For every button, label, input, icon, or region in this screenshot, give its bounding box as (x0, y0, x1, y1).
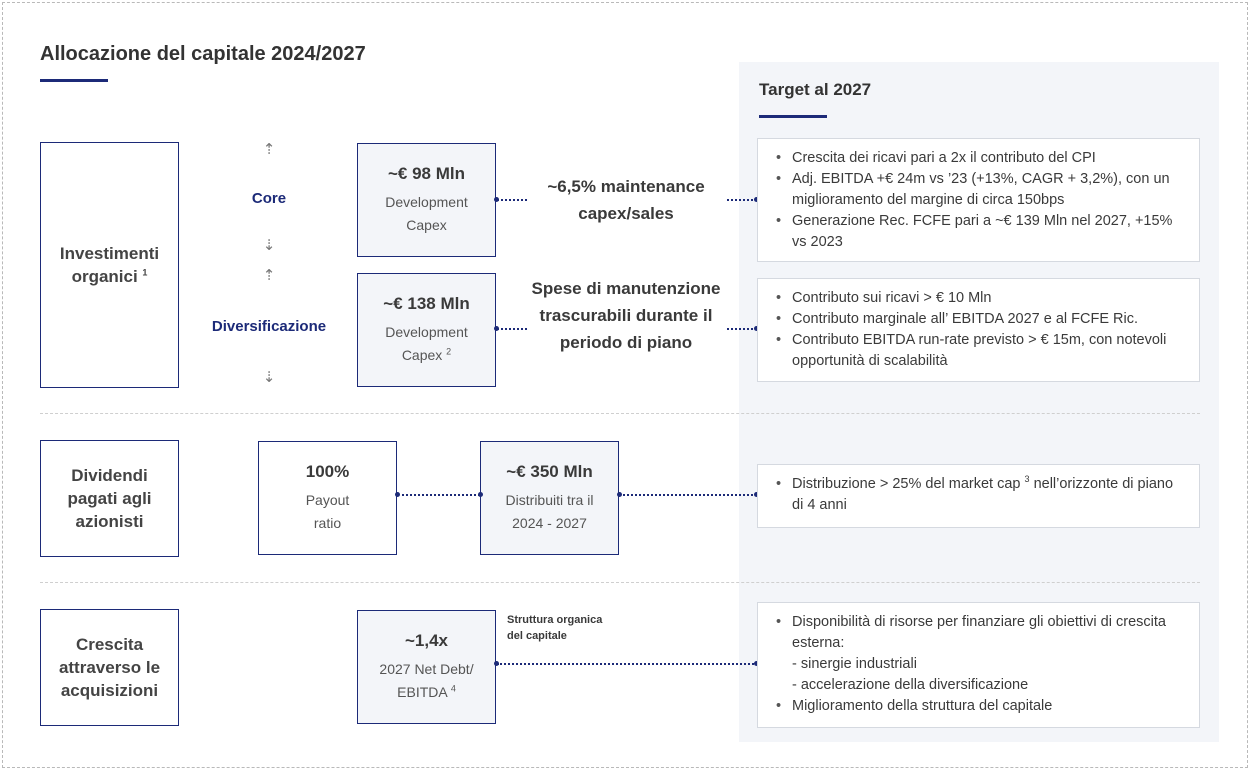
core-label: Core (251, 190, 287, 207)
connector-line (619, 494, 757, 496)
net-debt-sub: 2027 Net Debt/ EBITDA (379, 661, 474, 700)
connector-line (397, 494, 480, 496)
target-item: • Contributo sui ricavi > € 10 Mln (776, 288, 1185, 309)
connector-dot (395, 492, 400, 497)
div-capex-value: ~€ 138 Mln (383, 294, 470, 313)
connector-line (497, 663, 757, 665)
payout-sub: Payout ratio (305, 492, 350, 531)
connector-line (727, 199, 757, 201)
payout-value: 100% (305, 462, 350, 481)
target-box-core (757, 138, 1200, 262)
arrow-down-icon: ⇣ (262, 237, 276, 254)
target-subitem: - sinergie industriali (792, 656, 917, 672)
target-dividend-tail: nell’orizzonte di piano di 4 anni (792, 476, 1174, 513)
connector-dot (494, 661, 499, 666)
core-capex-value: ~€ 98 Mln (387, 164, 465, 183)
diversification-label: Diversificazione (211, 318, 327, 335)
category-dividends (40, 440, 179, 557)
distribution-box (480, 441, 619, 555)
core-capex-box (357, 143, 496, 257)
connector-dot (478, 492, 483, 497)
row-separator (40, 582, 1200, 583)
target-item (776, 474, 1185, 516)
connector-line (497, 199, 527, 201)
div-capex-sub: Development Capex (385, 324, 468, 363)
div-maintenance-note: Spese di manutenzione trascurabili durante il periodo di piano (531, 279, 721, 352)
row-separator (40, 413, 1200, 414)
arrow-down-icon: ⇣ (262, 369, 276, 386)
footnote-1: 1 (142, 267, 148, 278)
target-item: • Contributo marginale all’ EBITDA 2027 e al FCFE Ric. (776, 309, 1185, 330)
distribution-sub: Distribuiti tra il 2024 - 2027 (505, 492, 594, 531)
organic-structure-label: Struttura organica del capitale (507, 614, 603, 642)
target-box-diversification (757, 278, 1200, 382)
target-item: • Contributo EBITDA run-rate previsto > € 15m, con notevoli opportunità di scalabilità (776, 330, 1185, 372)
core-capex-sub: Development Capex (385, 194, 468, 233)
footnote-2: 2 (446, 346, 452, 357)
target-item: • Generazione Rec. FCFE pari a ~€ 139 Mln nel 2027, +15% vs 2023 (776, 211, 1185, 253)
connector-dot (617, 492, 622, 497)
connector-line (727, 328, 757, 330)
category-acquisitions-label: Crescita attraverso le acquisizioni (58, 635, 161, 700)
title-underline (40, 79, 108, 82)
category-acquisitions (40, 609, 179, 726)
net-debt-box (357, 610, 496, 724)
category-dividends-label: Dividendi pagati agli azionisti (67, 466, 152, 531)
page-title: Allocazione del capitale 2024/2027 (40, 43, 366, 65)
connector-line (497, 328, 527, 330)
connector-dot (494, 326, 499, 331)
target-item: • Miglioramento della struttura del capitale (776, 696, 1185, 717)
target-subitem: - accelerazione della diversificazione (792, 677, 1029, 693)
target-box-dividends (757, 464, 1200, 528)
footnote-3: 3 (1024, 474, 1030, 485)
distribution-value: ~€ 350 Mln (506, 462, 593, 481)
target-underline (759, 115, 827, 118)
category-organic-label: Investimenti organici (59, 244, 160, 286)
payout-box (258, 441, 397, 555)
net-debt-value: ~1,4x (404, 631, 448, 650)
target-item: • Crescita dei ricavi pari a 2x il contributo del CPI (776, 148, 1185, 169)
target-box-acquisitions (757, 602, 1200, 728)
connector-dot (494, 197, 499, 202)
div-capex-box (357, 273, 496, 387)
arrow-up-icon: ⇡ (262, 267, 276, 284)
target-item: • Adj. EBITDA +€ 24m vs ’23 (+13%, CAGR + 3,2%), con un miglioramento del margine di circa 150bps (776, 169, 1185, 211)
category-organic (40, 142, 179, 388)
target-item: • Disponibilità di risorse per finanziare gli obiettivi di crescita esterna: (776, 612, 1185, 654)
arrow-up-icon: ⇡ (262, 141, 276, 158)
footnote-4: 4 (450, 683, 456, 694)
target-title: Target al 2027 (759, 80, 872, 99)
core-maintenance-note: ~6,5% maintenance capex/sales (547, 177, 705, 223)
target-dividend-text: Distribuzione > 25% del market cap (792, 476, 1021, 492)
